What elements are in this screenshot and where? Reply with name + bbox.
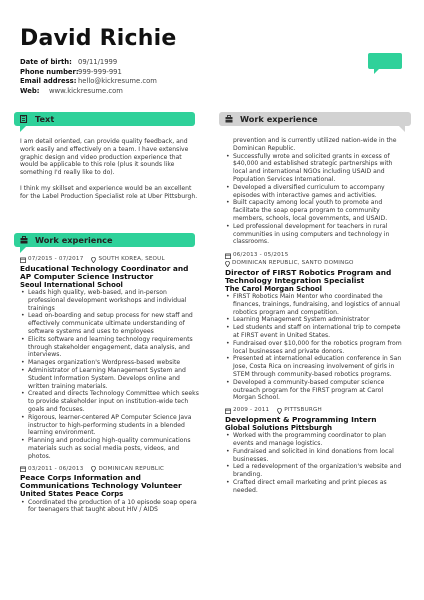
contact-row xyxy=(20,58,157,68)
list-item: • FIRST Robotics Main Mentor who coordinated the finances, trainings, fundraising, and logistics of annual robotics program and competition. xyxy=(225,293,407,316)
job-meta xyxy=(225,407,407,415)
list-item: • Administrator of Learning Management System and Student Information System. Develops online and written training materials. xyxy=(20,367,200,390)
job-role: Director of FIRST Robotics Program and Technology Integration Specialist xyxy=(225,267,392,285)
list-item: • Manages organization's Wordpress-based website xyxy=(20,359,200,367)
speech-bubble-tail xyxy=(374,68,380,74)
job-bullets xyxy=(20,289,200,461)
list-item: • Elicits software and learning technology requirements through stakeholder engagement, data analysis, and interviews. xyxy=(20,336,200,359)
job-organization: Seoul International School xyxy=(20,280,123,289)
list-item: • Fundraised and solicited in kind donations from local businesses. xyxy=(225,448,407,464)
location-pin-icon xyxy=(91,466,96,472)
job-role: Educational Technology Coordinator and AP Computer Science Instructor xyxy=(20,263,189,281)
location-pin-icon xyxy=(91,257,96,263)
job-meta xyxy=(20,466,200,474)
contact-value: 09/11/1999 xyxy=(78,58,118,66)
job-entry xyxy=(20,256,200,461)
contact-label: Date of birth: xyxy=(20,58,72,66)
contact-row xyxy=(20,77,157,87)
job-organization: The Carol Morgan School xyxy=(225,284,322,293)
location-pin-icon xyxy=(225,261,230,267)
section-header-work-left xyxy=(14,233,195,247)
job-location: DOMINICAN REPUBLIC xyxy=(98,465,165,472)
job-meta xyxy=(225,260,407,268)
calendar-icon xyxy=(20,257,26,263)
calendar-icon xyxy=(225,253,231,259)
job-bullets xyxy=(225,432,407,494)
job-dates: 06/2013 - 05/2015 xyxy=(233,252,289,259)
contact-label: Phone number: xyxy=(20,67,79,76)
section-header-text xyxy=(14,112,195,126)
section-header-work-right xyxy=(219,112,411,126)
contact-value: hello@kickresume.com xyxy=(78,77,157,86)
list-item: prevention and is currently utilized nation-wide in the Dominican Republic. xyxy=(233,137,397,152)
job-entry xyxy=(225,252,407,402)
job-dates: 03/2011 - 06/2013 xyxy=(28,465,84,472)
list-item: • Developed a diversified curriculum to accompany episodes with interactive games and activities. xyxy=(225,184,407,200)
section-tail xyxy=(399,126,405,132)
contact-label: Web: xyxy=(20,86,40,95)
section-tail xyxy=(20,247,26,253)
list-item: • Leads high quality, web-based, and in-person professional development workshops and individual trainings xyxy=(20,289,200,312)
text-section-body xyxy=(20,138,198,209)
list-item: • Rigorous, learner-centered AP Computer Science Java instructor to high-performing students in a blended learning environment. xyxy=(20,414,200,437)
contact-info xyxy=(20,58,157,96)
job-role: Development & Programming Intern xyxy=(225,414,377,424)
list-item: • Developed a community-based computer science outreach program for the FIRST program at Carol Morgan School. xyxy=(225,379,407,402)
job-entry xyxy=(225,407,407,494)
job-meta xyxy=(225,252,407,260)
contact-label: Email address: xyxy=(20,77,77,86)
job-location: PITTSBURGH xyxy=(284,407,322,414)
job-organization: United States Peace Corps xyxy=(20,490,124,499)
list-item: • Created and directs Technology Committee which seeks to provide stakeholder input on institution-wide tech goals and focuses. xyxy=(20,390,200,413)
list-item: • Coordinated the production of a 10 episode soap opera for teenagers that taught about HIV / AIDS xyxy=(20,499,200,515)
list-item: • Led students and staff on international trip to compete at FIRST event in United States. xyxy=(225,324,407,340)
list-item: • Worked with the programming coordinator to plan events and manage logistics. xyxy=(225,432,407,448)
briefcase-icon xyxy=(20,236,28,244)
list-item: • Built capacity among local youth to promote and facilitate the soap opera program to community members, schools, local governments, and USAID. xyxy=(225,199,407,222)
job-organization: Global Solutions Pittsburgh xyxy=(225,423,333,432)
job-bullets xyxy=(20,499,200,515)
contact-row xyxy=(20,68,157,78)
continued-bullets xyxy=(225,137,407,246)
briefcase-icon xyxy=(225,115,233,123)
section-title: Work experience xyxy=(35,235,113,245)
job-dates: 2009 - 2011 xyxy=(233,407,270,414)
list-item: • Learning Management System administrator xyxy=(225,316,407,324)
list-item: • Successfully wrote and solicited grants in excess of $40,000 and established strategic partnerships with local and international NGOs including USAID and Population Services International. xyxy=(225,153,407,184)
contact-value: www.kickresume.com xyxy=(49,86,123,95)
work-left-body xyxy=(20,256,200,519)
edit-icon xyxy=(20,115,28,123)
section-title: Text xyxy=(35,114,55,124)
work-right-body xyxy=(225,137,407,499)
text-paragraph: I think my skillset and experience would be an excellent for the Label Production Specialist role at Uber Pittsburgh. xyxy=(20,184,198,200)
text-paragraph: I am detail oriented, can provide quality feedback, and work easily and effectively on a team. I have extensive graphic design and video production experience that would be applicable to this role (plus it sounds like something I'd really like to do). xyxy=(20,138,189,177)
job-meta xyxy=(20,256,200,264)
list-item: • Crafted direct email marketing and print pieces as needed. xyxy=(225,479,407,495)
contact-value: 999-999-991 xyxy=(78,67,122,76)
calendar-icon xyxy=(20,466,26,472)
list-item: • Led a redevelopment of the organization's website and branding. xyxy=(225,463,407,479)
list-item: • Fundraised over $10,000 for the robotics program from local businesses and private donors. xyxy=(225,340,407,356)
job-location: DOMINICAN REPUBLIC, SANTO DOMINGO xyxy=(232,259,354,266)
job-dates: 07/2015 - 07/2017 xyxy=(28,256,84,262)
job-bullets xyxy=(225,293,407,402)
list-item: • Presented at international education conference in San Jose, Costa Rica on increasing involvement of girls in STEM through community-based robotics programs. xyxy=(225,355,407,378)
list-item: • Planning and producing high-quality communications materials such as social media posts, videos, and photos. xyxy=(20,437,200,460)
section-title: Work experience xyxy=(240,114,318,124)
calendar-icon xyxy=(225,408,231,414)
section-tail xyxy=(20,126,26,132)
job-role: Peace Corps Information and Communications Technology Volunteer xyxy=(20,473,182,491)
job-entry xyxy=(20,466,200,515)
location-pin-icon xyxy=(277,408,282,414)
candidate-name: David Richie xyxy=(20,26,177,51)
speech-bubble-decoration xyxy=(368,53,402,69)
contact-row xyxy=(20,87,157,97)
job-location: SOUTH KOREA, SEOUL xyxy=(98,256,165,262)
list-item: • Led professional development for teachers in rural communities in using computers and technology in classrooms. xyxy=(225,223,407,246)
list-item: • Lead on-boarding and setup process for new staff and effectively communicate ultimate understanding of software systems and uses to employees xyxy=(20,312,200,335)
